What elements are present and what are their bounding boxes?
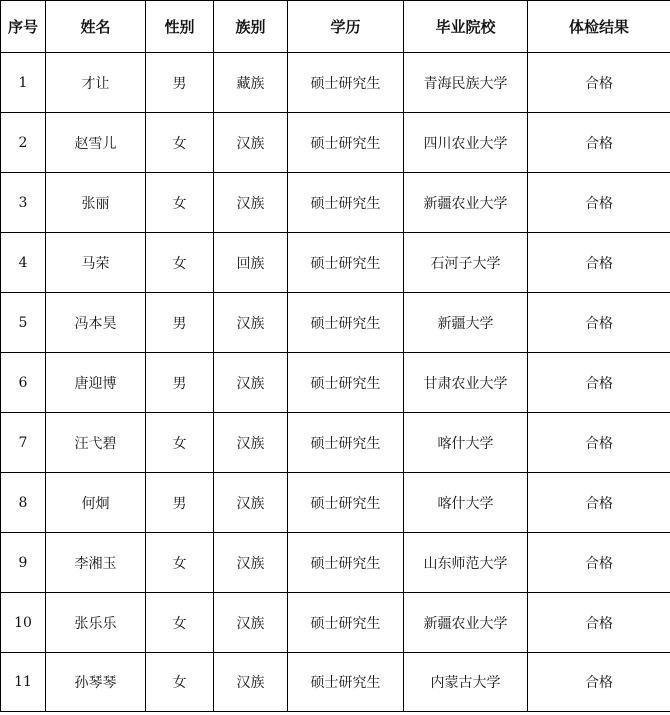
cell-col-name: 孙琴琴: [46, 653, 146, 712]
cell-col-index: 2: [1, 113, 46, 173]
table-row: [1, 413, 670, 473]
cell-col-degree: 硕士研究生: [288, 113, 404, 173]
cell-col-gender: 女: [146, 533, 214, 593]
cell-col-name: 张丽: [46, 173, 146, 233]
cell-col-name: 马荣: [46, 233, 146, 293]
cell-col-gender: 女: [146, 413, 214, 473]
cell-col-degree: 硕士研究生: [288, 173, 404, 233]
cell-col-gender: 男: [146, 293, 214, 353]
table-row: [1, 473, 670, 533]
cell-col-school: 新疆大学: [404, 293, 528, 353]
cell-col-ethnicity: 藏族: [214, 53, 288, 113]
header-col-degree: 学历: [288, 1, 404, 53]
cell-col-result: 合格: [528, 113, 670, 173]
header-col-name: 姓名: [46, 1, 146, 53]
table-row: [1, 113, 670, 173]
table-header-row: [1, 1, 670, 53]
cell-col-index: 5: [1, 293, 46, 353]
cell-col-gender: 男: [146, 53, 214, 113]
table-row: [1, 653, 670, 712]
header-col-school: 毕业院校: [404, 1, 528, 53]
cell-col-school: 新疆农业大学: [404, 593, 528, 653]
cell-col-name: 汪弋碧: [46, 413, 146, 473]
cell-col-ethnicity: 汉族: [214, 173, 288, 233]
cell-col-result: 合格: [528, 353, 670, 413]
cell-col-degree: 硕士研究生: [288, 233, 404, 293]
cell-col-degree: 硕士研究生: [288, 293, 404, 353]
cell-col-index: 8: [1, 473, 46, 533]
table-row: [1, 533, 670, 593]
cell-col-name: 张乐乐: [46, 593, 146, 653]
cell-col-ethnicity: 汉族: [214, 653, 288, 712]
cell-col-index: 9: [1, 533, 46, 593]
cell-col-index: 7: [1, 413, 46, 473]
cell-col-gender: 女: [146, 113, 214, 173]
cell-col-degree: 硕士研究生: [288, 413, 404, 473]
cell-col-school: 内蒙古大学: [404, 653, 528, 712]
cell-col-index: 3: [1, 173, 46, 233]
cell-col-degree: 硕士研究生: [288, 473, 404, 533]
cell-col-result: 合格: [528, 473, 670, 533]
table-row: [1, 293, 670, 353]
cell-col-name: 才让: [46, 53, 146, 113]
table-row: [1, 593, 670, 653]
header-col-gender: 性别: [146, 1, 214, 53]
cell-col-ethnicity: 汉族: [214, 353, 288, 413]
table-body: [1, 53, 670, 712]
cell-col-school: 四川农业大学: [404, 113, 528, 173]
cell-col-degree: 硕士研究生: [288, 53, 404, 113]
cell-col-result: 合格: [528, 173, 670, 233]
cell-col-degree: 硕士研究生: [288, 533, 404, 593]
cell-col-result: 合格: [528, 653, 670, 712]
cell-col-gender: 女: [146, 173, 214, 233]
cell-col-ethnicity: 汉族: [214, 473, 288, 533]
cell-col-result: 合格: [528, 593, 670, 653]
cell-col-ethnicity: 汉族: [214, 113, 288, 173]
header-col-index: 序号: [1, 1, 46, 53]
cell-col-gender: 男: [146, 353, 214, 413]
cell-col-ethnicity: 汉族: [214, 413, 288, 473]
cell-col-index: 1: [1, 53, 46, 113]
cell-col-result: 合格: [528, 293, 670, 353]
cell-col-degree: 硕士研究生: [288, 353, 404, 413]
cell-col-name: 李湘玉: [46, 533, 146, 593]
table-row: [1, 173, 670, 233]
cell-col-gender: 女: [146, 593, 214, 653]
cell-col-result: 合格: [528, 533, 670, 593]
cell-col-ethnicity: 汉族: [214, 593, 288, 653]
cell-col-name: 何炯: [46, 473, 146, 533]
cell-col-school: 青海民族大学: [404, 53, 528, 113]
cell-col-gender: 女: [146, 653, 214, 712]
table-row: [1, 233, 670, 293]
cell-col-index: 10: [1, 593, 46, 653]
cell-col-school: 山东师范大学: [404, 533, 528, 593]
cell-col-name: 冯本昊: [46, 293, 146, 353]
cell-col-school: 甘肃农业大学: [404, 353, 528, 413]
cell-col-index: 4: [1, 233, 46, 293]
cell-col-degree: 硕士研究生: [288, 653, 404, 712]
cell-col-result: 合格: [528, 413, 670, 473]
cell-col-gender: 女: [146, 233, 214, 293]
cell-col-school: 喀什大学: [404, 413, 528, 473]
cell-col-result: 合格: [528, 233, 670, 293]
table-row: [1, 53, 670, 113]
table-row: [1, 353, 670, 413]
cell-col-degree: 硕士研究生: [288, 593, 404, 653]
cell-col-school: 石河子大学: [404, 233, 528, 293]
cell-col-index: 11: [1, 653, 46, 712]
cell-col-name: 唐迎博: [46, 353, 146, 413]
header-col-result: 体检结果: [528, 1, 670, 53]
cell-col-school: 新疆农业大学: [404, 173, 528, 233]
cell-col-ethnicity: 汉族: [214, 533, 288, 593]
cell-col-gender: 男: [146, 473, 214, 533]
cell-col-result: 合格: [528, 53, 670, 113]
cell-col-ethnicity: 汉族: [214, 293, 288, 353]
header-col-ethnicity: 族别: [214, 1, 288, 53]
cell-col-name: 赵雪儿: [46, 113, 146, 173]
cell-col-school: 喀什大学: [404, 473, 528, 533]
cell-col-ethnicity: 回族: [214, 233, 288, 293]
cell-col-index: 6: [1, 353, 46, 413]
